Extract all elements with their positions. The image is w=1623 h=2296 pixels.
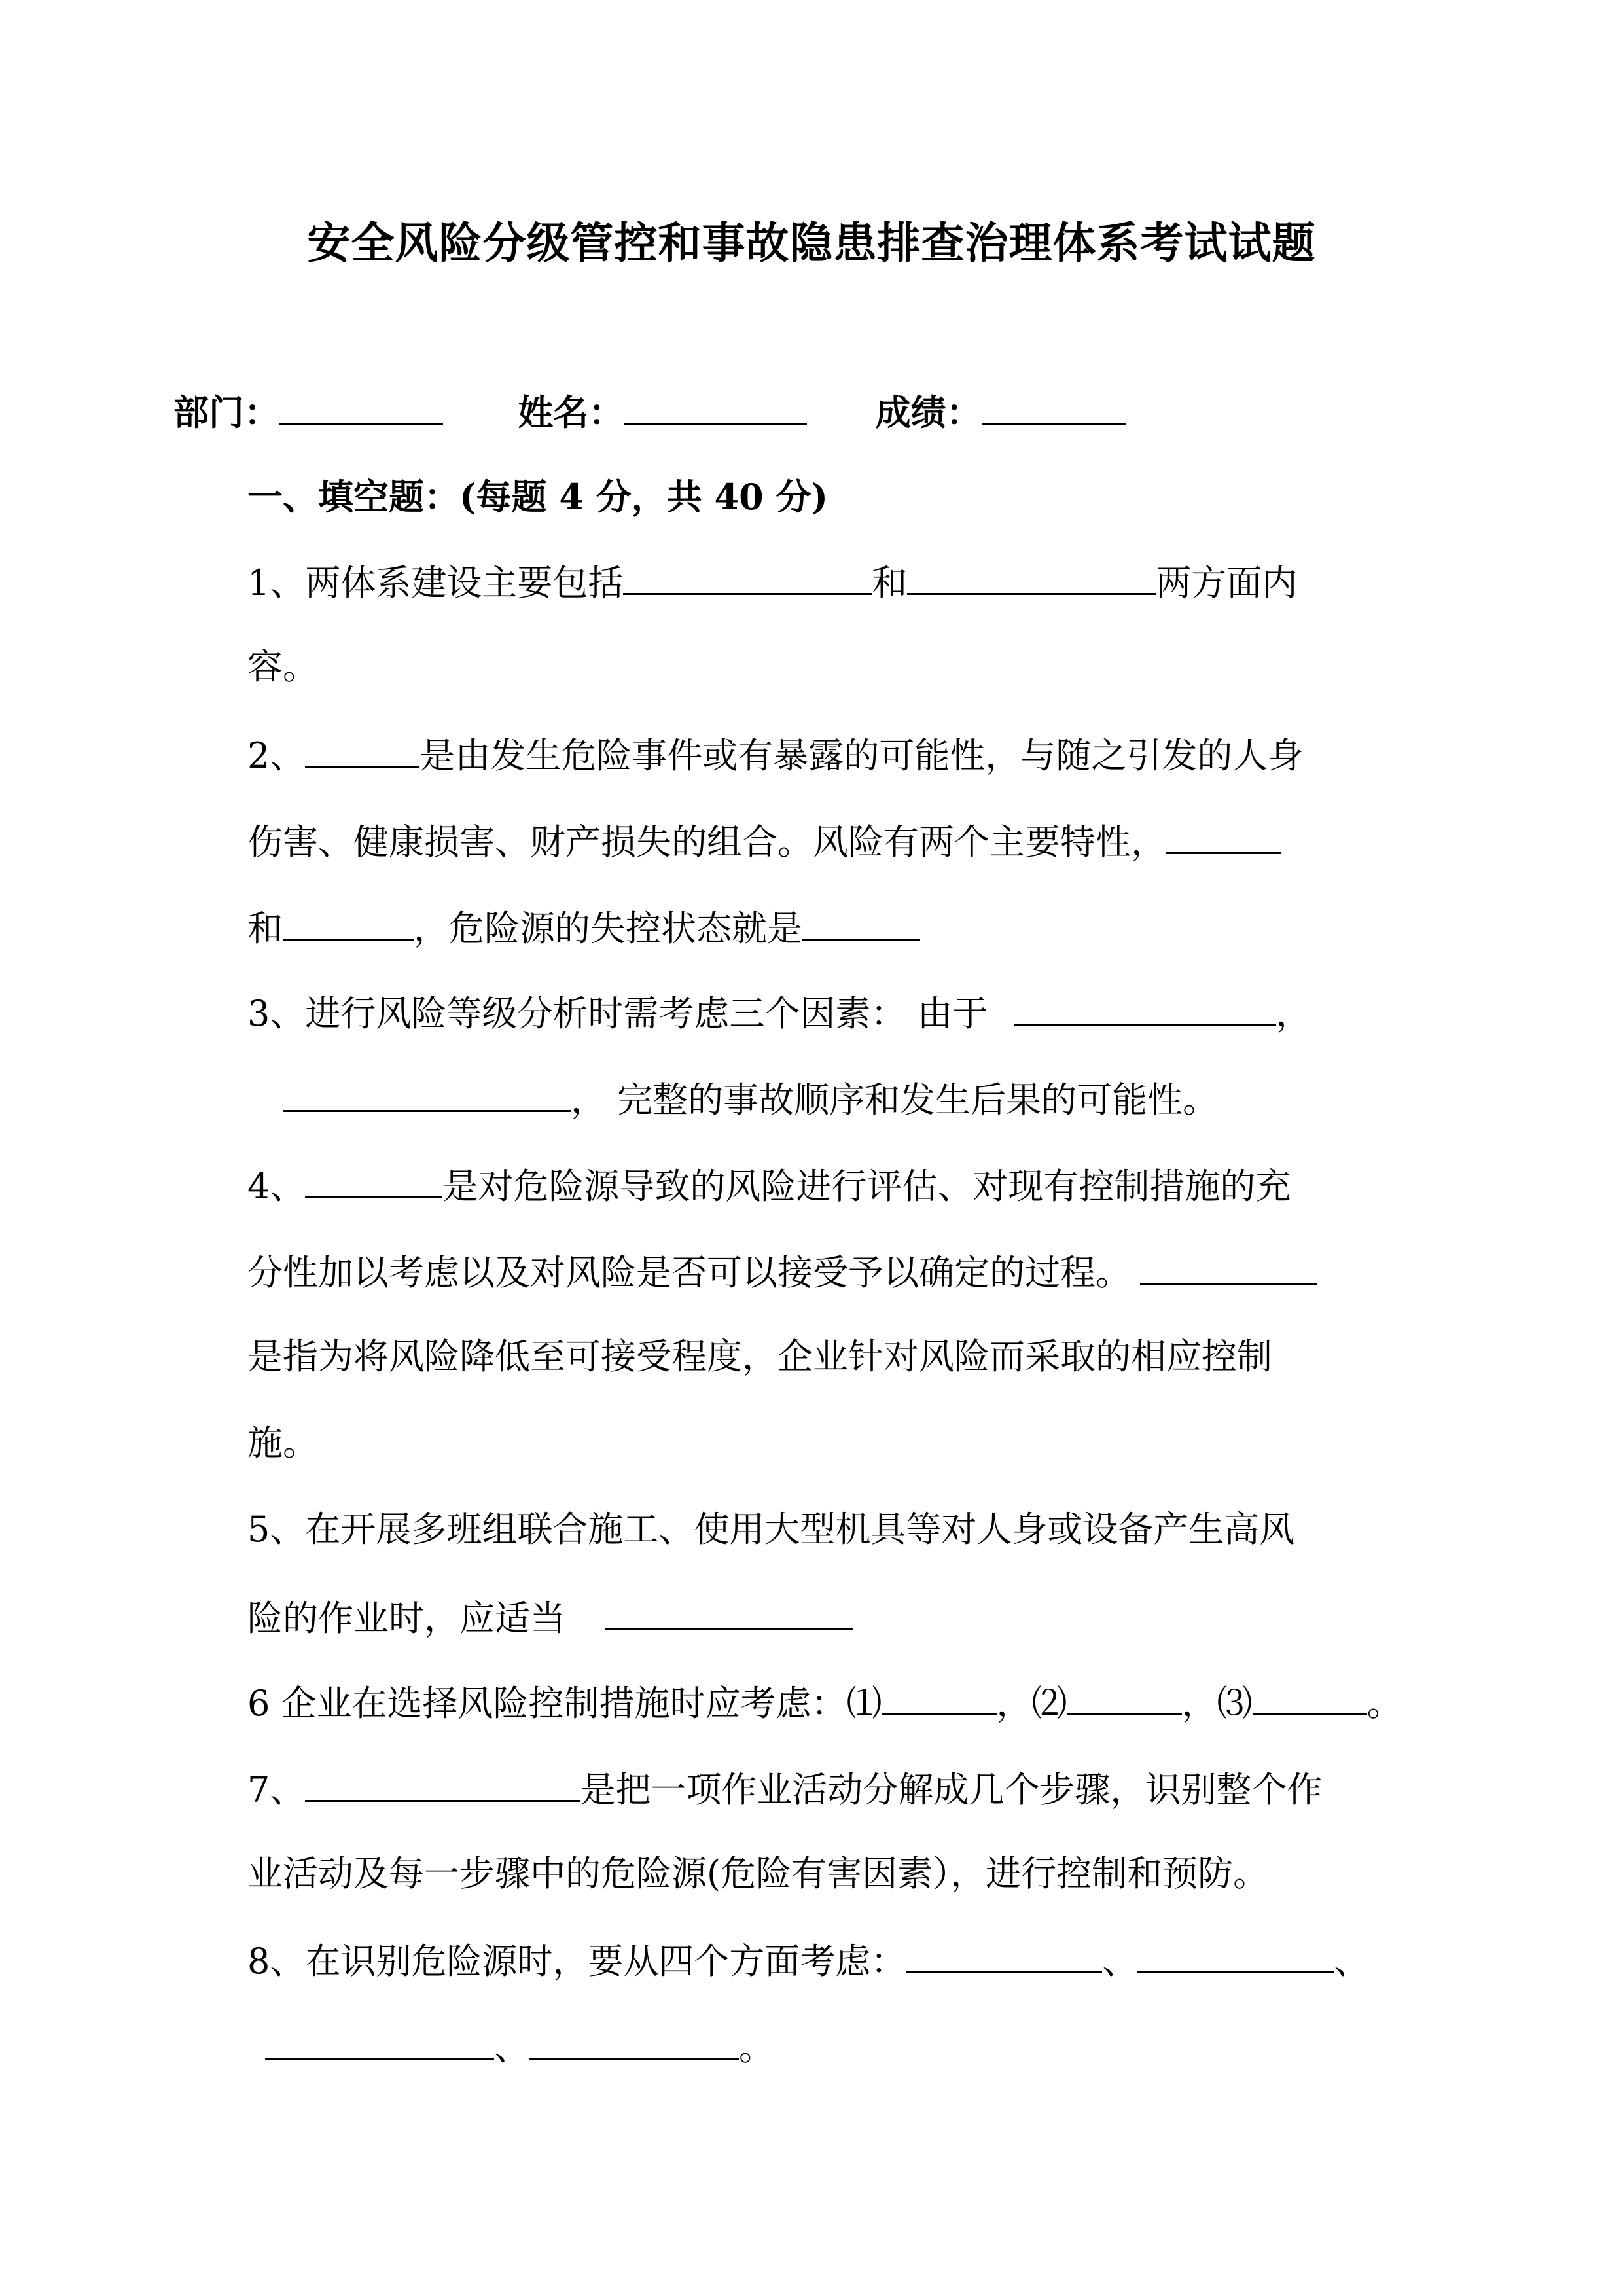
- q3-blank-1[interactable]: [1014, 994, 1276, 1026]
- q6-text-c: ，⑶: [1181, 1683, 1253, 1724]
- question-1-line-2: 容。: [247, 646, 318, 687]
- name-field[interactable]: [624, 393, 807, 425]
- q2-text-d: 和: [247, 908, 283, 949]
- department-field[interactable]: [279, 393, 443, 425]
- q4-text-c: 分性加以考虑以及对风险是否可以接受予以确定的过程。: [247, 1252, 1131, 1293]
- section-heading: 一、填空题：(每题 4 分，共 40 分): [247, 476, 829, 518]
- q2-text-c: 伤害、健康损害、财产损失的组合。风险有两个主要特性，: [247, 821, 1166, 863]
- q8-blank-2[interactable]: [1137, 1941, 1334, 1973]
- q7-blank-1[interactable]: [305, 1770, 580, 1802]
- q3-text-c: ， 完整的事故顺序和发生后果的可能性。: [571, 1079, 1219, 1121]
- score-field[interactable]: [982, 393, 1126, 425]
- question-7-line-2: 业活动及每一步骤中的危险源(危险有害因素），进行控制和预防。: [247, 1853, 1269, 1894]
- q2-blank-4[interactable]: [802, 908, 920, 941]
- question-3-line-2: [283, 1079, 1219, 1121]
- q1-blank-1[interactable]: [623, 563, 872, 595]
- q4-blank-1[interactable]: [305, 1166, 442, 1198]
- question-4-line-1: [247, 1166, 1291, 1207]
- q8-blank-1[interactable]: [906, 1941, 1102, 1973]
- question-8-line-2: [265, 2028, 774, 2066]
- q7-text-a: 7、: [247, 1769, 306, 1810]
- name-label: 姓名：: [518, 391, 624, 433]
- q2-blank-3[interactable]: [283, 908, 414, 941]
- q1-blank-2[interactable]: [907, 563, 1156, 595]
- exam-info-row: [173, 393, 1126, 431]
- question-2-line-3: [247, 908, 920, 949]
- q1-text-b: 和: [872, 562, 908, 603]
- score-label: 成绩：: [875, 391, 982, 433]
- q6-text-d: 。: [1366, 1683, 1402, 1724]
- question-7-line-1: [247, 1770, 1322, 1808]
- question-2-line-2: [247, 821, 1281, 863]
- q6-blank-3[interactable]: [1253, 1683, 1367, 1715]
- question-4-line-4: 施。: [247, 1422, 318, 1463]
- department-label: 部门：: [173, 391, 279, 433]
- q4-text-a: 4、: [247, 1166, 306, 1207]
- q6-text-a: 6 企业在选择风险控制措施时应考虑：⑴: [247, 1683, 882, 1724]
- q2-text-a: 2、: [247, 735, 306, 776]
- q8-text-b: 、: [1102, 1941, 1138, 1982]
- question-4-line-3: 是指为将风险降低至可接受程度，企业针对风险而采取的相应控制: [247, 1336, 1272, 1377]
- question-4-line-2: [247, 1253, 1317, 1291]
- q8-blank-3[interactable]: [265, 2028, 494, 2060]
- q2-text-b: 是由发生危险事件或有暴露的可能性，与随之引发的人身: [419, 735, 1304, 776]
- q6-blank-2[interactable]: [1067, 1683, 1182, 1715]
- q1-text-c: 两方面内: [1156, 562, 1298, 603]
- q4-blank-2[interactable]: [1140, 1253, 1317, 1285]
- q2-blank-1[interactable]: [305, 736, 419, 768]
- q5-blank-1[interactable]: [605, 1598, 853, 1630]
- q6-text-b: ，⑵: [996, 1683, 1067, 1724]
- q1-text-a: 1、两体系建设主要包括: [247, 562, 624, 603]
- q8-text-a: 8、在识别危险源时，要从四个方面考虑：: [247, 1941, 906, 1982]
- q7-text-b: 是把一项作业活动分解成几个步骤，识别整个作: [580, 1769, 1323, 1810]
- q2-text-e: ，危险源的失控状态就是: [414, 908, 802, 949]
- q8-blank-4[interactable]: [529, 2028, 739, 2060]
- q8-text-c: 、: [1334, 1941, 1370, 1982]
- q3-text-b: ，: [1275, 993, 1311, 1034]
- q5-text-b: 险的作业时，应适当: [247, 1598, 565, 1639]
- question-2-line-1: [247, 736, 1303, 774]
- q8-text-d: 、: [494, 2027, 529, 2068]
- question-1-line-1: [247, 563, 1297, 601]
- question-5-line-1: 5、在开展多班组联合施工、使用大型机具等对人身或设备产生高风: [247, 1509, 1295, 1550]
- exam-title: 安全风险分级管控和事故隐患排查治理体系考试试题: [307, 217, 1316, 268]
- q6-blank-1[interactable]: [882, 1683, 997, 1715]
- question-8-line-1: [247, 1941, 1370, 1982]
- question-6: [247, 1683, 1402, 1724]
- q3-blank-2[interactable]: [283, 1080, 571, 1112]
- q8-text-e: 。: [739, 2027, 774, 2068]
- q4-text-b: 是对危险源导致的风险进行评估、对现有控制措施的充: [442, 1166, 1291, 1207]
- question-5-line-2: [247, 1598, 853, 1639]
- question-3-line-1: [247, 993, 1311, 1034]
- q3-text-a: 3、进行风险等级分析时需考虑三个因素： 由于: [247, 993, 988, 1034]
- q2-blank-2[interactable]: [1166, 822, 1281, 854]
